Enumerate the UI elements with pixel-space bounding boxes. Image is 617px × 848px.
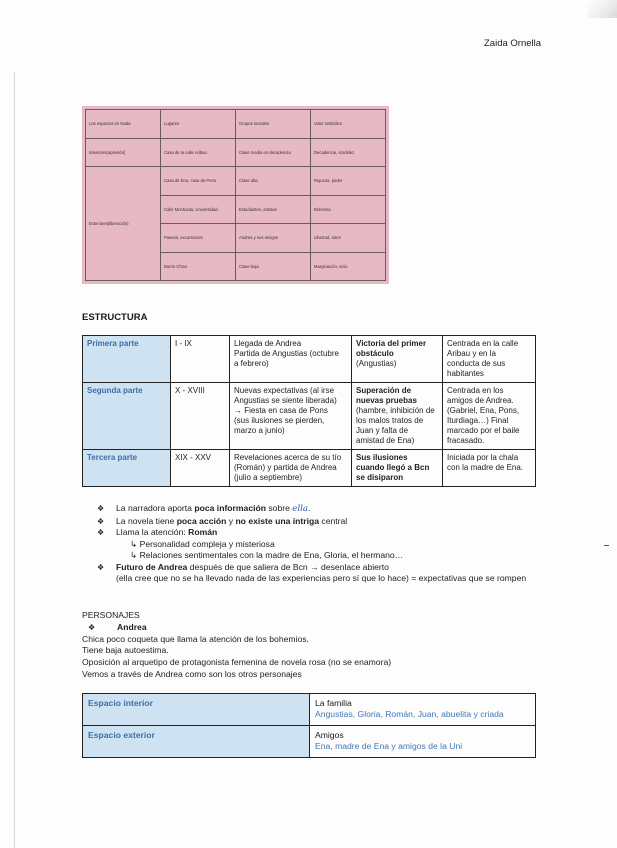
- cell-line: (Angustias): [356, 359, 397, 368]
- part-label: Primera parte: [83, 336, 171, 383]
- personajes-heading: PERSONAJES: [82, 610, 140, 620]
- focus-cell: [443, 450, 536, 487]
- cell-line: Sus ilusiones: [356, 453, 408, 462]
- cell-line: marcado por el baile: [447, 426, 520, 435]
- cell-line: Victoria del primer: [356, 339, 427, 348]
- spaces-image-table: [82, 106, 389, 284]
- cell-line: cuando llegó a Bcn: [356, 463, 430, 472]
- cell-line: Centrada en los: [447, 386, 504, 395]
- cell-line: Iturdiaga…) Final: [447, 416, 509, 425]
- page-edge-line: [14, 72, 15, 848]
- cell-line: fracasado.: [447, 436, 485, 445]
- table-row: [83, 383, 536, 450]
- cell-line: (Gabriel, Ena, Pons,: [447, 406, 520, 415]
- list-item: [97, 516, 557, 528]
- bullet-icon: ❖: [97, 562, 105, 572]
- bold-run: poca acción: [176, 515, 227, 526]
- bullet-icon: ❖: [97, 504, 105, 513]
- cell-line: Nuevas expectativas (al irse: [234, 386, 335, 395]
- text-run: sobre: [265, 503, 293, 513]
- cell-line: a febrero): [234, 359, 269, 368]
- table-cell: Andrea y sus amigos: [236, 224, 311, 253]
- cell-line: nuevas pruebas: [356, 396, 417, 405]
- chapters-cell: X - XVIII: [171, 383, 230, 450]
- table-cell: Riqueza, poder: [311, 167, 386, 196]
- bullet-icon: ❖: [88, 622, 96, 632]
- bold-run: Román: [188, 527, 218, 537]
- list-item: [97, 527, 557, 539]
- table-cell: Barrio Chino: [161, 252, 236, 281]
- cell-line: se disiparon: [356, 473, 404, 482]
- table-cell: Clase media en decadencia: [236, 138, 311, 167]
- table-cell: Lugares: [161, 110, 236, 139]
- table-cell: Estudiantes, artistas: [236, 195, 311, 224]
- focus-cell: [443, 383, 536, 450]
- cell-line: Revelaciones acerca de su tío: [234, 453, 342, 462]
- table-cell: Clase baja: [236, 252, 311, 281]
- space-content: [310, 726, 536, 758]
- personajes-section: [82, 610, 552, 681]
- spaces-table: [85, 109, 386, 281]
- cell-line: (Román) y partida de Andrea: [234, 463, 337, 472]
- cell-line: (hambre, inhibición de: [356, 406, 435, 415]
- table-row: [83, 694, 536, 726]
- sub-item: ↳ Personalidad compleja y misteriosa: [130, 538, 275, 549]
- part-label: Segunda parte: [83, 383, 171, 450]
- structure-table: [82, 335, 536, 487]
- cell-line: con la madre de Ena.: [447, 463, 524, 472]
- cell-line: Superación de: [356, 386, 412, 395]
- part-label: Tercera parte: [83, 450, 171, 487]
- bullet-icon: ❖: [97, 516, 105, 526]
- text-line: Oposición al arquetipo de protagonista femenina de novela rosa (no se enamora): [82, 657, 392, 668]
- scan-mark: [604, 545, 609, 546]
- space-title: Amigos: [315, 730, 344, 740]
- table-row: [86, 110, 386, 139]
- bold-run: Futuro de Andrea: [116, 561, 188, 572]
- cell-line: conducta de sus: [447, 359, 506, 368]
- text-line: Vemos a través de Andrea como son los otros personajes: [82, 668, 302, 679]
- cell-line: Llegada de Andrea: [234, 339, 302, 348]
- chapters-cell: XIX - XXV: [171, 450, 230, 487]
- table-row: [83, 450, 536, 487]
- list-item: [97, 503, 557, 516]
- table-cell: Exteriores(liberación): [86, 167, 161, 281]
- bold-run: poca información: [194, 503, 266, 513]
- text-run: La novela tiene: [116, 515, 177, 526]
- cell-line: Juan y falta de: [356, 426, 409, 435]
- table-cell: Bohemia: [311, 195, 386, 224]
- focus-cell: [443, 336, 536, 383]
- character-heading: [82, 622, 552, 634]
- space-detail: Ena, madre de Ena y amigos de la Uni: [315, 741, 463, 751]
- table-cell: Casa de la calle Aribau: [161, 138, 236, 167]
- cell-line: habitantes: [447, 369, 484, 378]
- space-detail: Angustias, Gloria, Román, Juan, abuelita y criada: [315, 709, 504, 719]
- table-cell: Decadencia, sordidez: [311, 138, 386, 167]
- events-cell: [230, 383, 352, 450]
- cell-line: Iniciada por la chala: [447, 453, 519, 462]
- table-cell: Grupos sociales: [236, 110, 311, 139]
- space-label: Espacio interior: [83, 694, 310, 726]
- text-line: Chica poco coqueta que llama la atención de los bohemios.: [82, 633, 309, 644]
- cell-line: marzo a junio): [234, 426, 285, 435]
- events-cell: [230, 336, 352, 383]
- spaces-summary-table: [82, 693, 536, 758]
- theme-cell: [352, 450, 443, 487]
- table-cell: Marginación, vicio: [311, 252, 386, 281]
- text-run: La narradora aporta: [116, 503, 195, 513]
- table-cell: Clase alta: [236, 167, 311, 196]
- table-cell: Valor simbólico: [311, 110, 386, 139]
- character-name: Andrea: [117, 621, 147, 632]
- cell-line: amistad de Ena): [356, 436, 415, 445]
- estructura-heading: ESTRUCTURA: [82, 312, 148, 323]
- table-row: [86, 167, 386, 196]
- cell-line: Aribau y en la: [447, 349, 496, 358]
- theme-cell: [352, 383, 443, 450]
- continuation-text: (ella cree que no se ha llevado nada de las experiencias pero sí que lo hace) = expectativas que se rompen: [116, 573, 527, 583]
- table-cell: Calle Montcada, Universidad: [161, 195, 236, 224]
- notes-list: [97, 503, 557, 585]
- theme-cell: [352, 336, 443, 383]
- cell-line: los malos tratos de: [356, 416, 424, 425]
- cell-line: Centrada en la calle: [447, 339, 519, 348]
- table-cell: Casa de Ena, casa de Pons: [161, 167, 236, 196]
- table-row: [83, 336, 536, 383]
- text-run: después de que saliera de Bcn → desenlace abierto: [187, 561, 389, 572]
- text-run: Llama la atención:: [116, 527, 189, 537]
- table-cell: Libertad, amor: [311, 224, 386, 253]
- table-cell: Paseos, excursiones: [161, 224, 236, 253]
- table-cell: Interiores(opresión): [86, 138, 161, 167]
- space-label: Espacio exterior: [83, 726, 310, 758]
- space-content: [310, 694, 536, 726]
- events-cell: [230, 450, 352, 487]
- cell-line: (sus ilusiones se pierden,: [234, 416, 325, 425]
- bullet-icon: ❖: [97, 528, 105, 537]
- handwritten-note: ella.: [292, 504, 311, 514]
- space-title: La familia: [315, 698, 352, 708]
- cell-line: Angustias se siente liberada): [234, 396, 337, 405]
- chapters-cell: I - IX: [171, 336, 230, 383]
- list-item: [97, 562, 557, 574]
- text-line: Tiene baja autoestima.: [82, 645, 169, 656]
- table-row: [86, 138, 386, 167]
- cell-line: amigos de Andrea.: [447, 396, 514, 405]
- sub-item: ↳ Relaciones sentimentales con la madre de Ena, Gloria, el hermano…: [130, 550, 404, 560]
- cell-line: Partida de Angustias (octubre: [234, 349, 339, 358]
- cell-line: (julio a septiembre): [234, 473, 303, 482]
- bold-run: no existe una intriga: [235, 515, 320, 526]
- cell-line: → Fiesta en casa de Pons: [234, 406, 328, 415]
- cell-line: obstáculo: [356, 349, 394, 358]
- table-row: [83, 726, 536, 758]
- author-name: Zaida Ornella: [484, 38, 542, 49]
- text-run: central: [319, 515, 348, 526]
- table-cell: Los espacios en Nada: [86, 110, 161, 139]
- text-run: y: [226, 515, 236, 526]
- page-corner-shadow: [588, 0, 617, 18]
